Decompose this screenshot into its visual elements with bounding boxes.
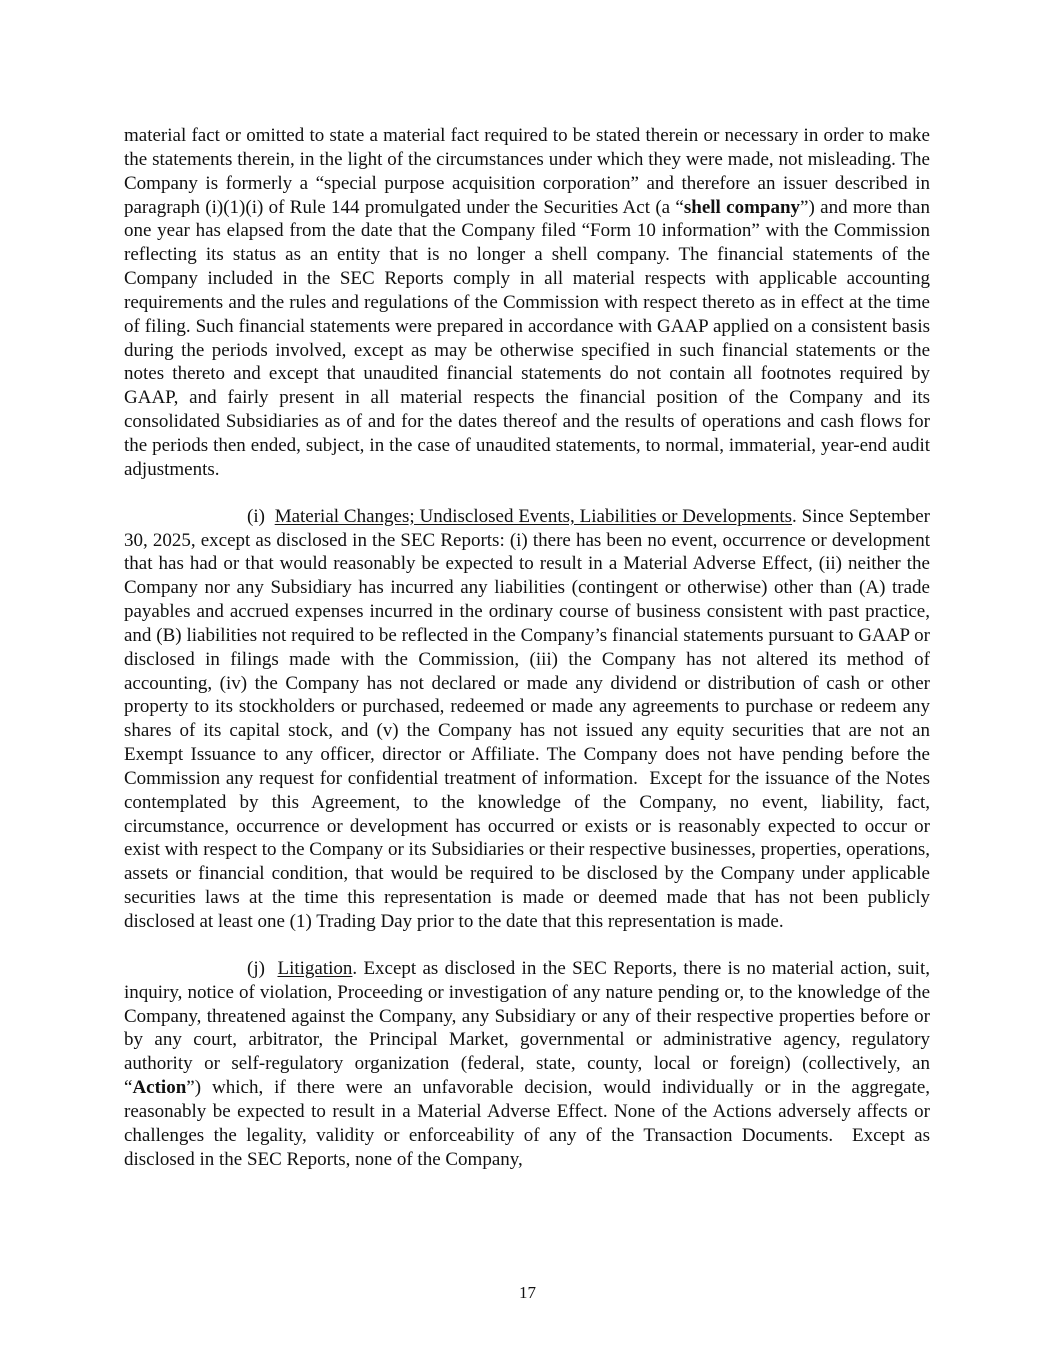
section-body: . Since September 30, 2025, except as disclosed in the SEC Reports: (i) there has been no event, occurrence or development that has had or that would reasonably be expected to result in a Material Adverse Effect, (ii) neither the Company nor any Subsidiary has incurred any liabilities (contingent or otherwise) other than (A) trade payables and accrued expenses incurred in the ordinary course of business consistent with past practice, and (B) liabilities not required to be reflected in the Company’s financial statements pursuant to GAAP or disclosed in filings made with the Commission, (iii) the Company has not altered its method of accounting, (iv) the Company has not declared or made any dividend or distribution of cash or other property to its stockholders or purchased, redeemed or made any agreements to purchase or redeem any shares of its capital stock, and (v) the Company has not issued any equity securities that are not an Exempt Issuance to any officer, director or Affiliate. The Company does not have pending before the Commission any request for confidential treatment of information. Except for the issuance of the Notes contemplated by this Agreement, to the knowledge of the Company, no event, liability, fact, circumstance, occurrence or development has occurred or exists or is reasonably expected to occur or exist with respect to the Company or its Subsidiaries or their respective businesses, properties, operations, assets or financial condition, that would be required to be disclosed by the Company under applicable securities laws at the time this representation is made or deemed made that has not been publicly disclosed at least one (1) Trading Day prior to the date that this representation is made. <box>124 505 930 932</box>
page-number: 17 <box>519 1283 536 1302</box>
defined-term-action: Action <box>132 1077 187 1099</box>
section-label: (i) <box>247 505 275 527</box>
section-label: (j) <box>247 957 278 979</box>
section-heading: Litigation <box>277 957 353 979</box>
paragraph-text: ”) and more than one year has elapsed from the date that the Company filed “Form 10 information” with the Commission reflecting its status as an entity that is no longer a shell company. The financial statements of the Company included in the SEC Reports comply in all material respects with applicable accounting requirements and the rules and regulations of the Commission with respect thereto as in effect at the time of filing. Such financial statements were prepared in accordance with GAAP applied on a consistent basis during the periods involved, except as may be otherwise specified in such financial statements or the notes thereto and except that unaudited financial statements do not contain all footnotes required by GAAP, and fairly present in all material respects the financial position of the Company and its consolidated Subsidiaries as of and for the dates thereof and the results of operations and cash flows for the periods then ended, subject, in the case of unaudited statements, to normal, immaterial, year-end audit adjustments. <box>124 196 930 480</box>
section-body: ”) which, if there were an unfavorable decision, would individually or in the aggregate, reasonably be expected to result in a Material Adverse Effect. None of the Actions adversely affects or challenges the legality, validity or enforceability of any of the Transaction Documents. Except as disclosed in the SEC Reports, none of the Company, <box>124 1077 930 1170</box>
financial-statements-paragraph <box>124 124 930 482</box>
section-j-litigation <box>124 957 930 1172</box>
section-i-material-changes <box>124 505 930 934</box>
paragraph-text: material fact or omitted to state a material fact required to be stated therein or necessary in order to make the statements therein, in the light of the circumstances under which they were made, not misleading. The Company is formerly a “special purpose acquisition corporation” and therefore an issuer described in paragraph (i)(1)(i) of Rule 144 promulgated under the Securities Act (a “ <box>124 125 930 218</box>
defined-term-shell-company: shell company <box>683 196 801 218</box>
section-body: . Except as disclosed in the SEC Reports, there is no material action, suit, inquiry, notice of violation, Proceeding or investigation of any nature pending or, to the knowledge of the Company, threatened against the Company, any Subsidiary or any of their respective properties before or by any court, arbitrator, the Principal Market, governmental or administrative agency, regulatory authority or self-regulatory organization (federal, state, county, local or foreign) (collectively, an “ <box>124 957 930 1099</box>
document-page <box>124 124 930 1171</box>
section-heading: Material Changes; Undisclosed Events, Liabilities or Developments <box>274 505 793 527</box>
